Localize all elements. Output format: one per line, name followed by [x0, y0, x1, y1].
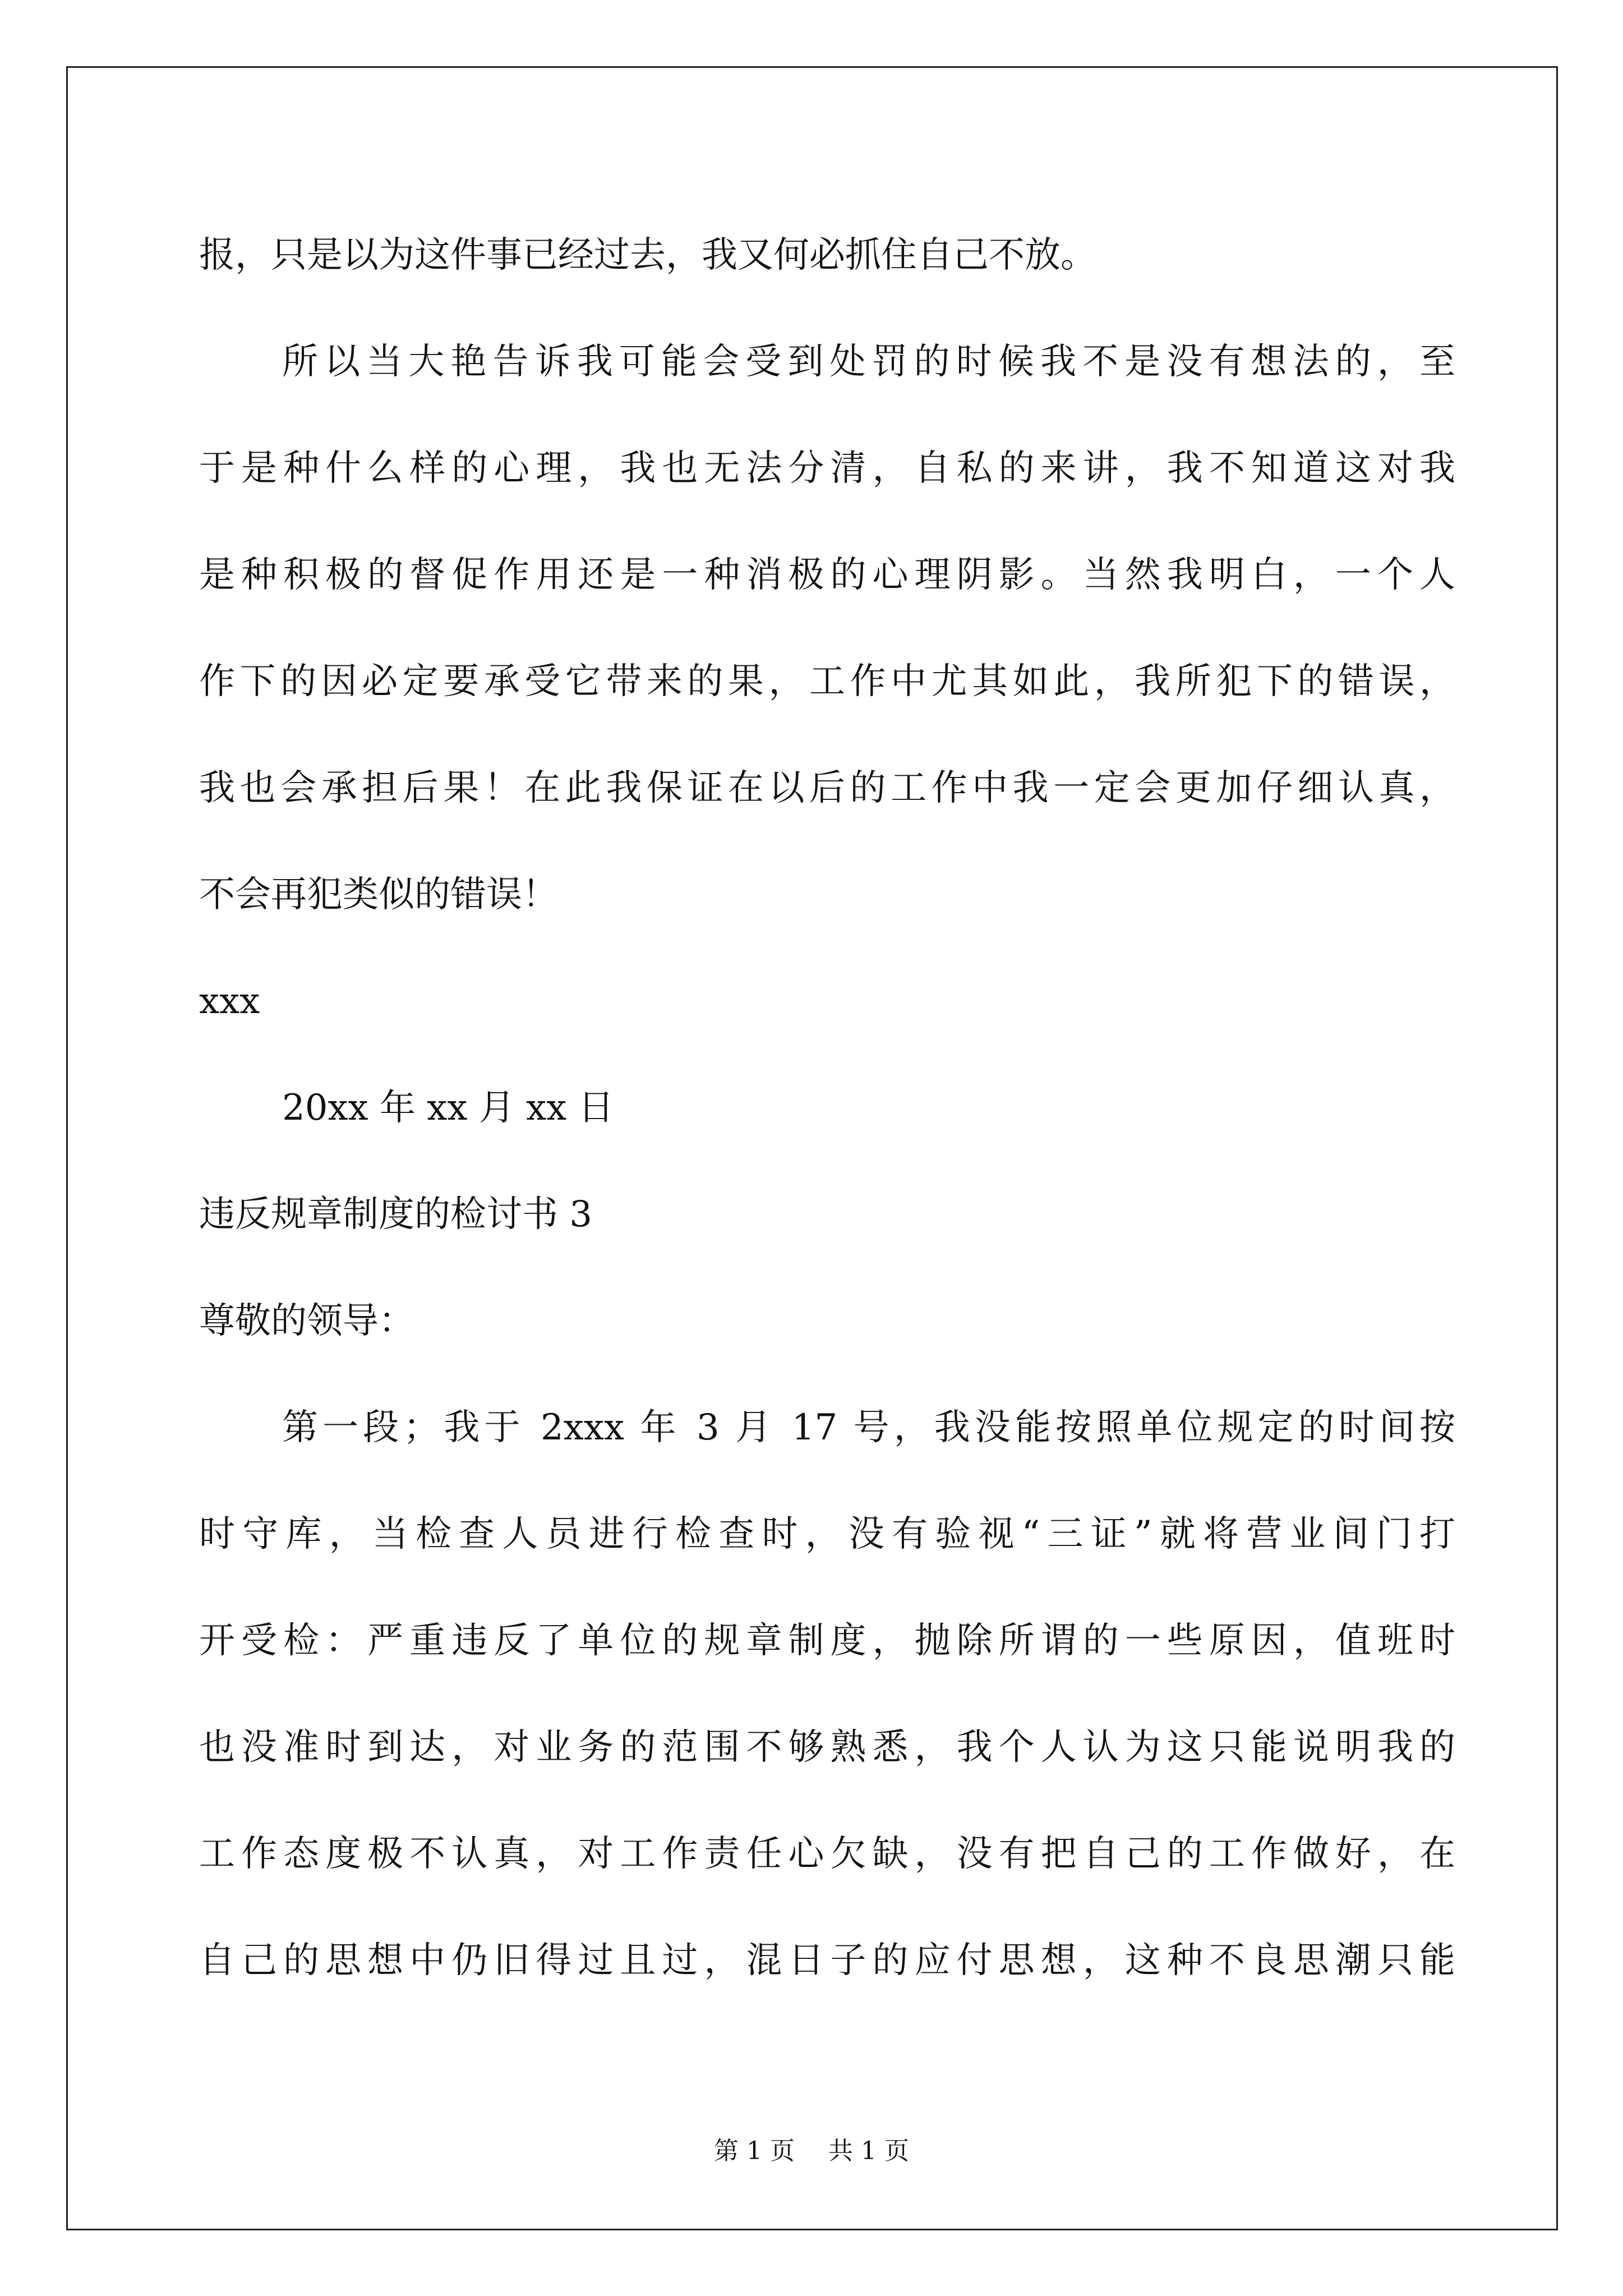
page-number-total: 共 1 页: [828, 2137, 909, 2165]
text-line: 报，只是以为这件事已经过去，我又何必抓住自己不放。: [199, 234, 1096, 276]
text-line: 不会再犯类似的错误！: [199, 874, 558, 915]
date-line: 20xx 年 xx 月 xx 日: [282, 1087, 614, 1129]
text-line: 也没准时到达，对业务的范围不够熟悉，我个人认为这只能说明我的: [199, 1727, 1455, 1768]
page-number-current: 第 1 页: [714, 2137, 795, 2165]
text-line: 工作态度极不认真，对工作责任心欠缺，没有把自己的工作做好，在: [199, 1833, 1455, 1875]
text-line: 第一段；我于 2xxx 年 3 月 17 号，我没能按照单位规定的时间按: [282, 1407, 1455, 1448]
page-footer: [0, 2134, 1623, 2168]
salutation: 尊敬的领导：: [199, 1300, 414, 1342]
text-line: 时守库，当检查人员进行检查时，没有验视“三证”就将营业间门打: [199, 1513, 1455, 1555]
text-line: 所以当大艳告诉我可能会受到处罚的时候我不是没有想法的，至: [282, 341, 1455, 383]
section-title: 违反规章制度的检讨书 3: [199, 1194, 593, 1235]
text-line: 我也会承担后果！在此我保证在以后的工作中我一定会更加仔细认真，: [199, 767, 1455, 809]
text-line: 自己的思想中仍旧得过且过，混日子的应付思想，这种不良思潮只能: [199, 1940, 1455, 1981]
text-line: 开受检：严重违反了单位的规章制度，抛除所谓的一些原因，值班时: [199, 1620, 1455, 1662]
text-line: 作下的因必定要承受它带来的果，工作中尤其如此，我所犯下的错误，: [199, 661, 1455, 702]
text-line: 是种积极的督促作用还是一种消极的心理阴影。当然我明白，一个人: [199, 554, 1455, 596]
signature: xxx: [199, 981, 260, 1022]
text-line: 于是种什么样的心理，我也无法分清，自私的来讲，我不知道这对我: [199, 448, 1455, 489]
document-body: [199, 202, 1455, 2014]
